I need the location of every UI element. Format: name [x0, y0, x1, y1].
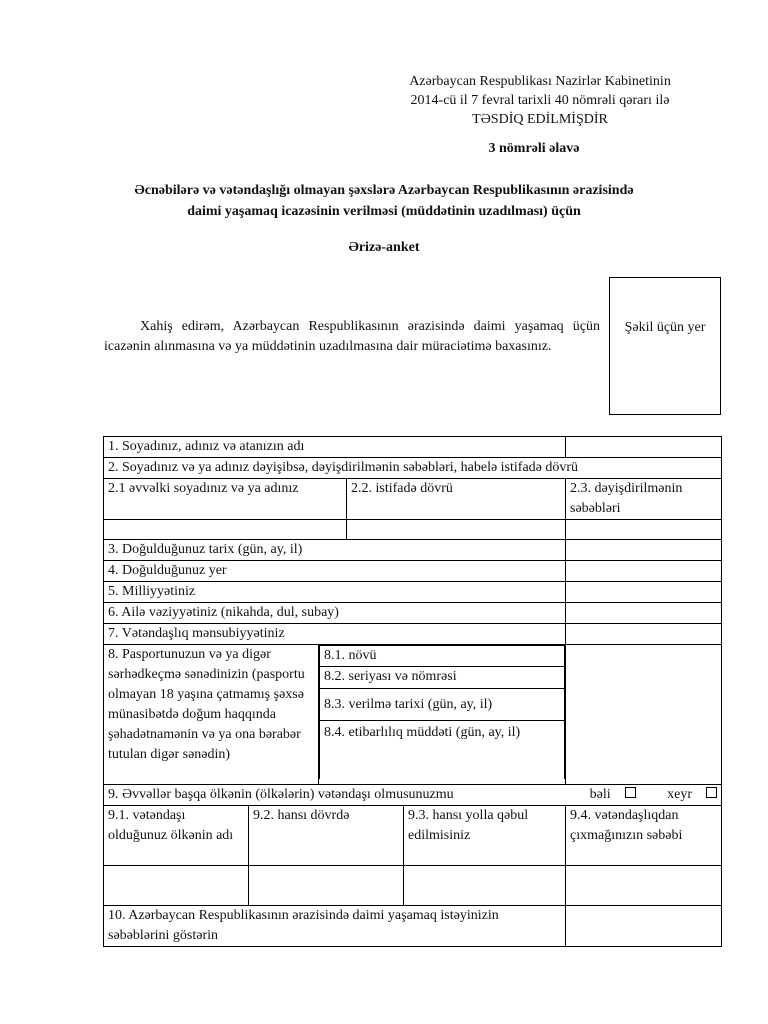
table-row: [104, 458, 722, 479]
q3-answer-field[interactable]: [566, 540, 722, 561]
table-row: [104, 603, 722, 624]
q8-2-label: 8.2. seriyası və nömrəsi: [320, 667, 565, 689]
table-row: [104, 624, 722, 645]
yes-label: bəli: [589, 787, 611, 802]
q2-3-answer-field[interactable]: [566, 520, 722, 540]
header-line-3: TƏSDİQ EDİLMİŞDİR: [472, 112, 608, 127]
q8-answer-field[interactable]: [566, 645, 722, 785]
q5-answer-field[interactable]: [566, 582, 722, 603]
q2-2-answer-field[interactable]: [347, 520, 566, 540]
table-row: [104, 561, 722, 582]
q9-1-answer-field[interactable]: [104, 866, 249, 906]
photo-placeholder: Şəkil üçün yer: [609, 277, 721, 415]
q9-yes-option[interactable]: [576, 787, 636, 802]
table-row: [104, 582, 722, 603]
q2-1-answer-field[interactable]: [104, 520, 347, 540]
q9-yes-no: [562, 785, 717, 805]
table-row: [104, 437, 722, 458]
table-row: [104, 479, 722, 520]
q9-2-answer-field[interactable]: [249, 866, 404, 906]
title-line-2: daimi yaşamaq icazəsinin verilməsi (müddətinin uzadılması) üçün: [187, 204, 581, 219]
q8-label: 8. Pasportunuzun və ya digər sərhədkeçmə sənədinizin (pasportu olmayan 18 yaşına çatmamış şəxsə münasibətdə doğum haqqında şəhadətnamənin və ya ona bərabər tutulan digər sənədin): [104, 645, 319, 785]
yes-checkbox[interactable]: [625, 787, 636, 798]
table-row: [104, 540, 722, 561]
q10-answer-field[interactable]: [566, 906, 722, 947]
header-line-2: 2014-cü il 7 fevral tarixli 40 nömrəli qərarı ilə: [410, 93, 670, 108]
q4-label: 4. Doğulduğunuz yer: [104, 561, 566, 582]
q2-3-label: 2.3. dəyişdirilmənin səbəbləri: [566, 479, 722, 520]
approval-header: [330, 72, 750, 129]
q9-row: [104, 785, 722, 806]
document-subtitle: Ərizə-anket: [348, 240, 420, 255]
q9-3-answer-field[interactable]: [404, 866, 566, 906]
table-row: [104, 785, 722, 806]
table-row: [104, 806, 722, 866]
q6-label: 6. Ailə vəziyyətiniz (nikahda, dul, subay): [104, 603, 566, 624]
no-checkbox[interactable]: [706, 787, 717, 798]
application-form-table: [103, 436, 722, 947]
q8-4-label: 8.4. etibarlılıq müddəti (gün, ay, il): [320, 721, 565, 779]
q9-label: 9. Əvvəllər başqa ölkənin (ölkələrin) vətəndaşı olmusunuzmu: [108, 787, 454, 802]
q7-answer-field[interactable]: [566, 624, 722, 645]
q2-2-label: 2.2. istifadə dövrü: [347, 479, 566, 520]
q8-subitem-table: [319, 645, 565, 779]
q9-1-label: 9.1. vətəndaşı olduğunuz ölkənin adı: [104, 806, 249, 866]
title-line-1: Əcnəbilərə və vətəndaşlığı olmayan şəxslərə Azərbaycan Respublikasının ərazisində: [134, 183, 634, 198]
header-line-1: Azərbaycan Respublikası Nazirlər Kabinetinin: [409, 74, 671, 89]
q9-3-label: 9.3. hansı yolla qəbul edilmisiniz: [404, 806, 566, 866]
q9-4-label: 9.4. vətəndaşlıqdan çıxmağınızın səbəbi: [566, 806, 722, 866]
table-row: [104, 645, 722, 785]
q1-label: 1. Soyadınız, adınız və atanızın adı: [104, 437, 566, 458]
no-label: xeyr: [667, 787, 693, 802]
q6-answer-field[interactable]: [566, 603, 722, 624]
q8-3-label: 8.3. verilmə tarixi (gün, ay, il): [320, 689, 565, 721]
q5-label: 5. Milliyyətiniz: [104, 582, 566, 603]
table-row: [104, 866, 722, 906]
q10-label: 10. Azərbaycan Respublikasının ərazisində daimi yaşamaq istəyinizin səbəblərini göstərin: [104, 906, 566, 947]
request-paragraph: Xahiş edirəm, Azərbaycan Respublikasının ərazisində daimi yaşamaq üçün icazənin alınmasına və ya müddətinin uzadılmasına dair müraciətimə baxasınız.: [104, 319, 600, 354]
q2-label: 2. Soyadınız və ya adınız dəyişibsə, dəyişdirilmənin səbəbləri, habelə istifadə dövrü: [104, 458, 722, 479]
appendix-label: 3 nömrəli əlavə: [488, 141, 580, 156]
table-row: [104, 906, 722, 947]
q2-1-label: 2.1 əvvəlki soyadınız və ya adınız: [104, 479, 347, 520]
q1-answer-field[interactable]: [566, 437, 722, 458]
table-row: [104, 520, 722, 540]
document-title: [60, 180, 708, 222]
q9-2-label: 9.2. hansı dövrdə: [249, 806, 404, 866]
q4-answer-field[interactable]: [566, 561, 722, 582]
q3-label: 3. Doğulduğunuz tarix (gün, ay, il): [104, 540, 566, 561]
q9-4-answer-field[interactable]: [566, 866, 722, 906]
q8-1-label: 8.1. növü: [320, 646, 565, 667]
q9-no-option[interactable]: [653, 787, 717, 802]
q8-subitems: [319, 645, 566, 785]
q7-label: 7. Vətəndaşlıq mənsubiyyətiniz: [104, 624, 566, 645]
